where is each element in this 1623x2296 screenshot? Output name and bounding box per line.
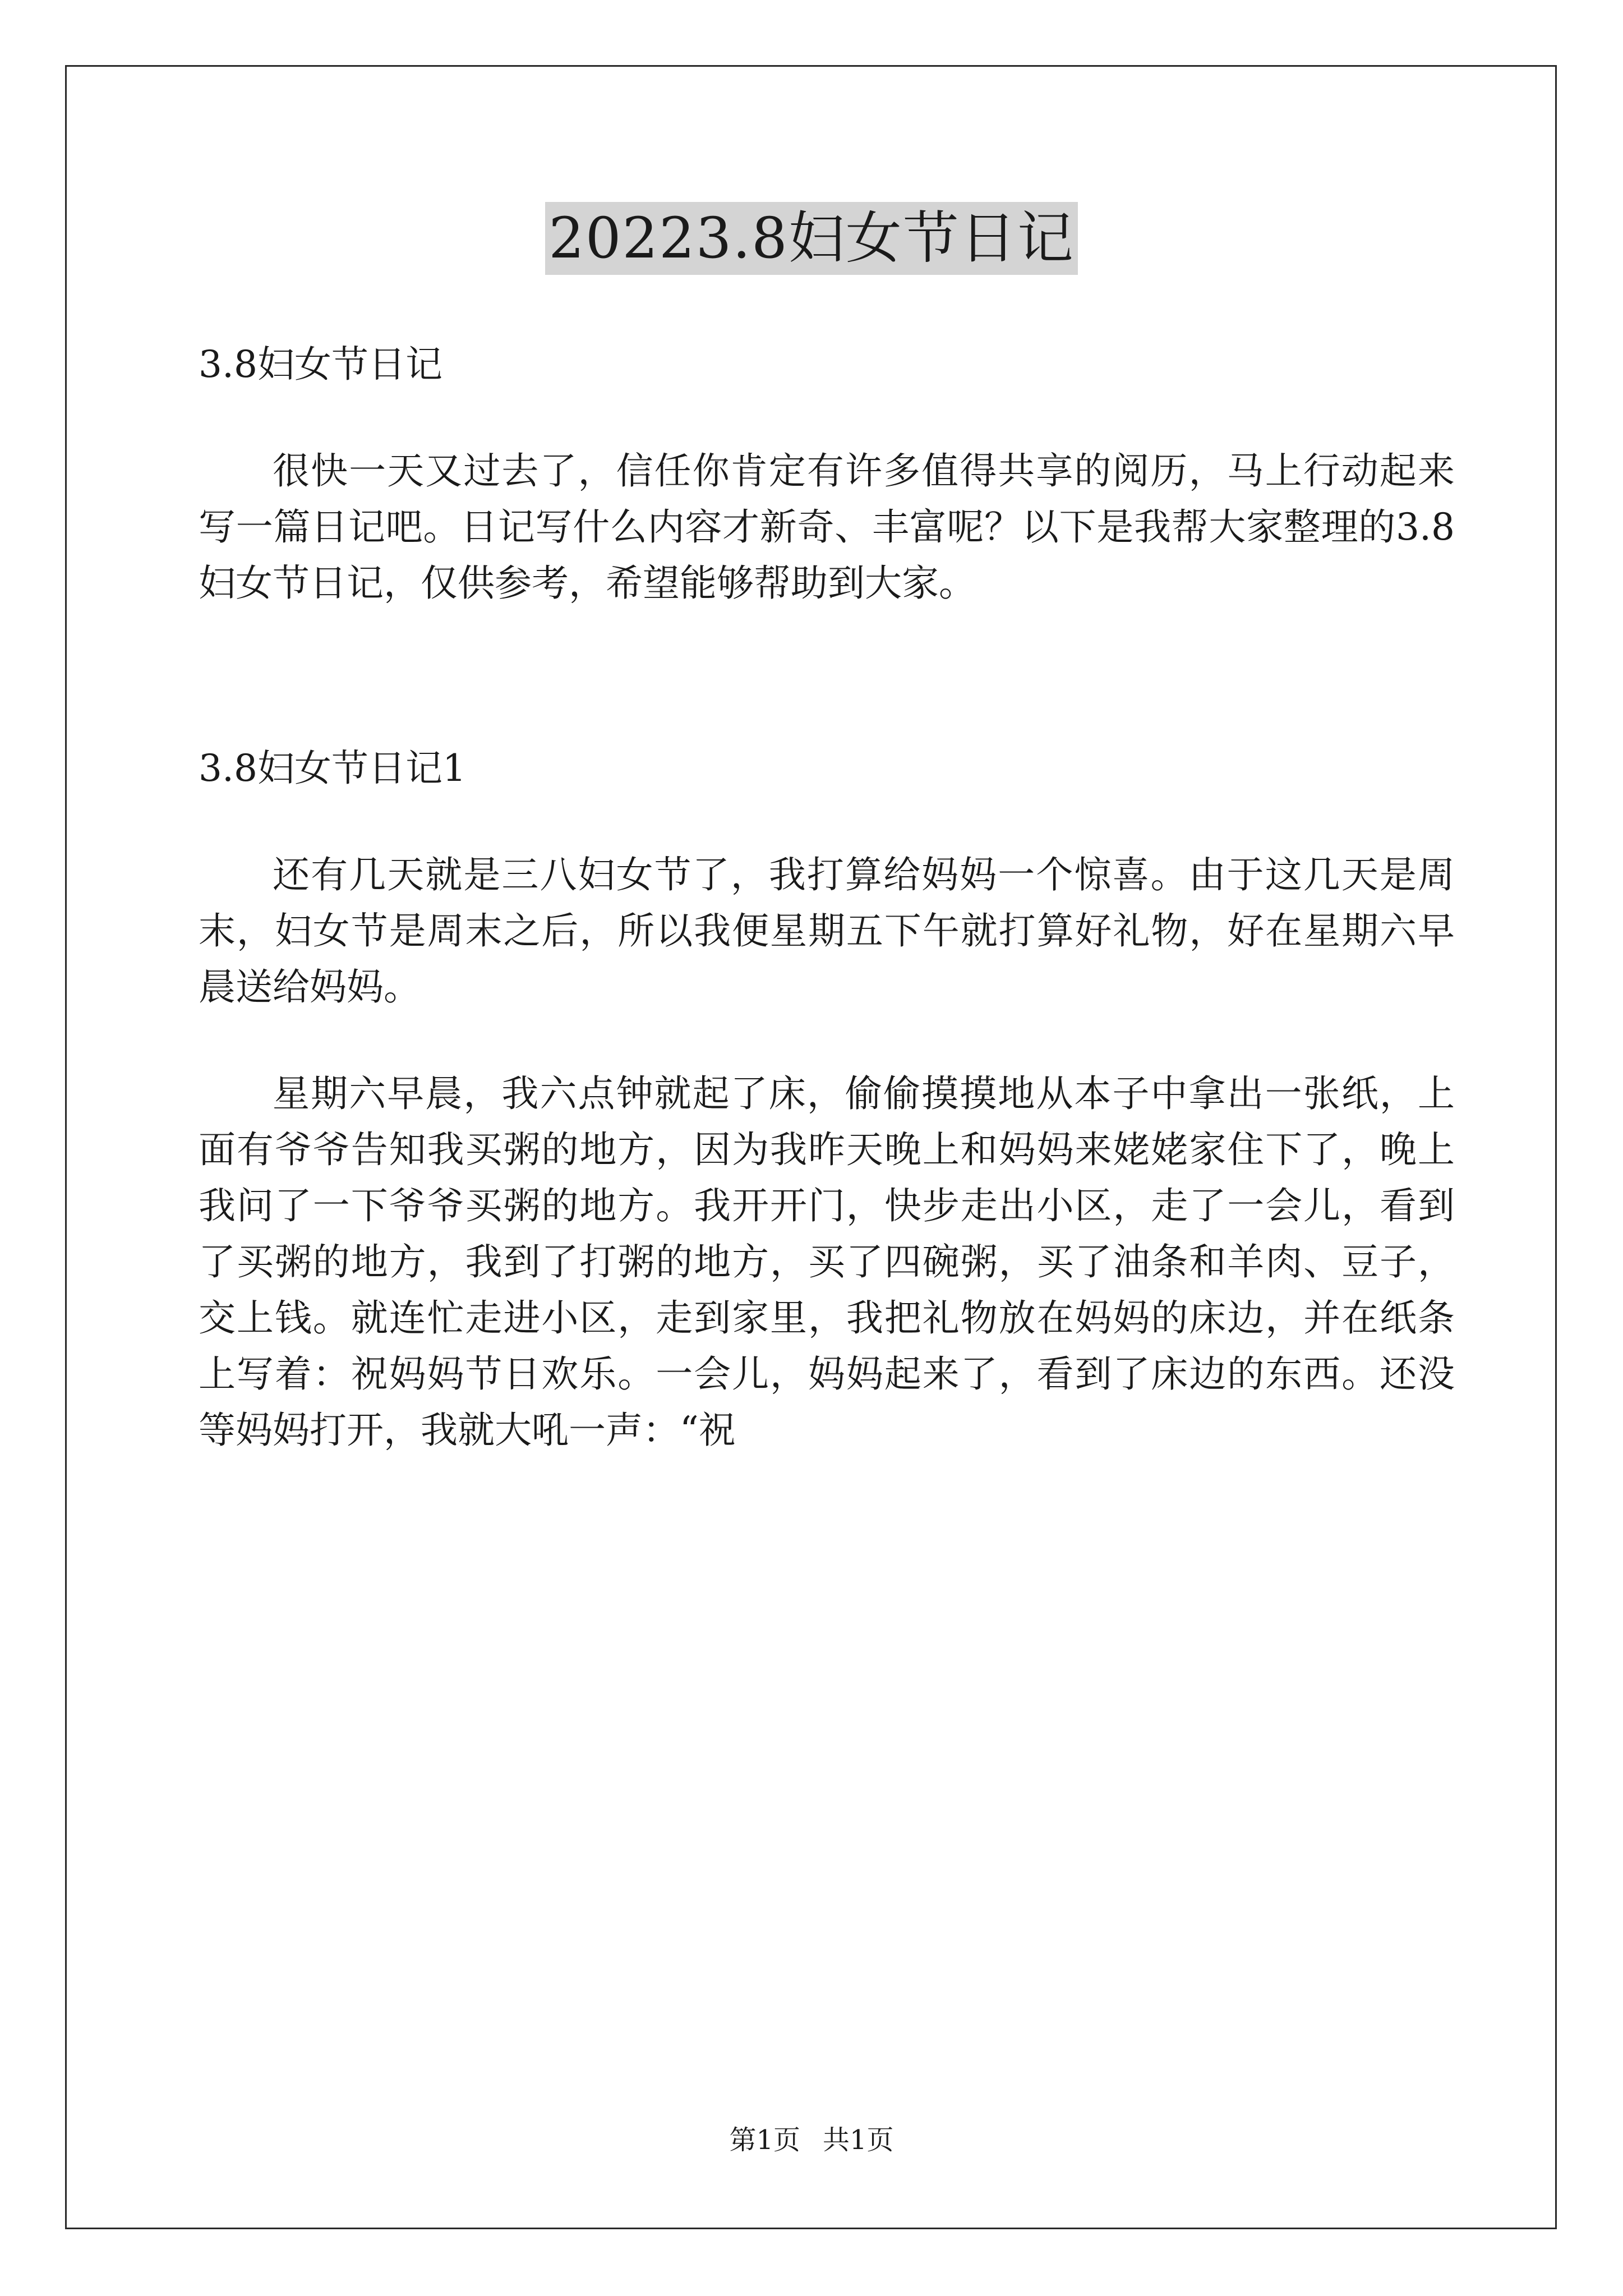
intro-paragraph: 很快一天又过去了，信任你肯定有许多值得共享的阅历，马上行动起来写一篇日记吧。日记写什么内容才新奇、丰富呢？以下是我帮大家整理的3.8妇女节日记，仅供参考，希望能够帮助到大家。 bbox=[199, 449, 1455, 605]
document-body bbox=[199, 337, 1455, 1509]
page-total: 共1页 bbox=[823, 2124, 894, 2156]
title-container bbox=[0, 202, 1623, 275]
page-number: 第1页 bbox=[729, 2124, 800, 2156]
diary-heading: 3.8妇女节日记1 bbox=[199, 747, 466, 790]
page-footer bbox=[0, 2123, 1623, 2157]
body-paragraph: 还有几天就是三八妇女节了，我打算给妈妈一个惊喜。由于这几天是周末，妇女节是周末之后，所以我便星期五下午就打算好礼物，好在星期六早晨送给妈妈。 bbox=[199, 853, 1455, 1009]
document-title: 20223.8妇女节日记 bbox=[545, 202, 1078, 275]
body-paragraph: 星期六早晨，我六点钟就起了床，偷偷摸摸地从本子中拿出一张纸，上面有爷爷告知我买粥的地方，因为我昨天晚上和妈妈来姥姥家住下了，晚上我问了一下爷爷买粥的地方。我开开门，快步走出小区，走了一会儿，看到了买粥的地方，我到了打粥的地方，买了四碗粥，买了油条和羊肉、豆子，交上钱。就连忙走进小区，走到家里，我把礼物放在妈妈的床边，并在纸条上写着：祝妈妈节日欢乐。一会儿，妈妈起来了，看到了床边的东西。还没等妈妈打开，我就大吼一声：“祝 bbox=[199, 1072, 1455, 1452]
section-heading: 3.8妇女节日记 bbox=[199, 343, 442, 386]
